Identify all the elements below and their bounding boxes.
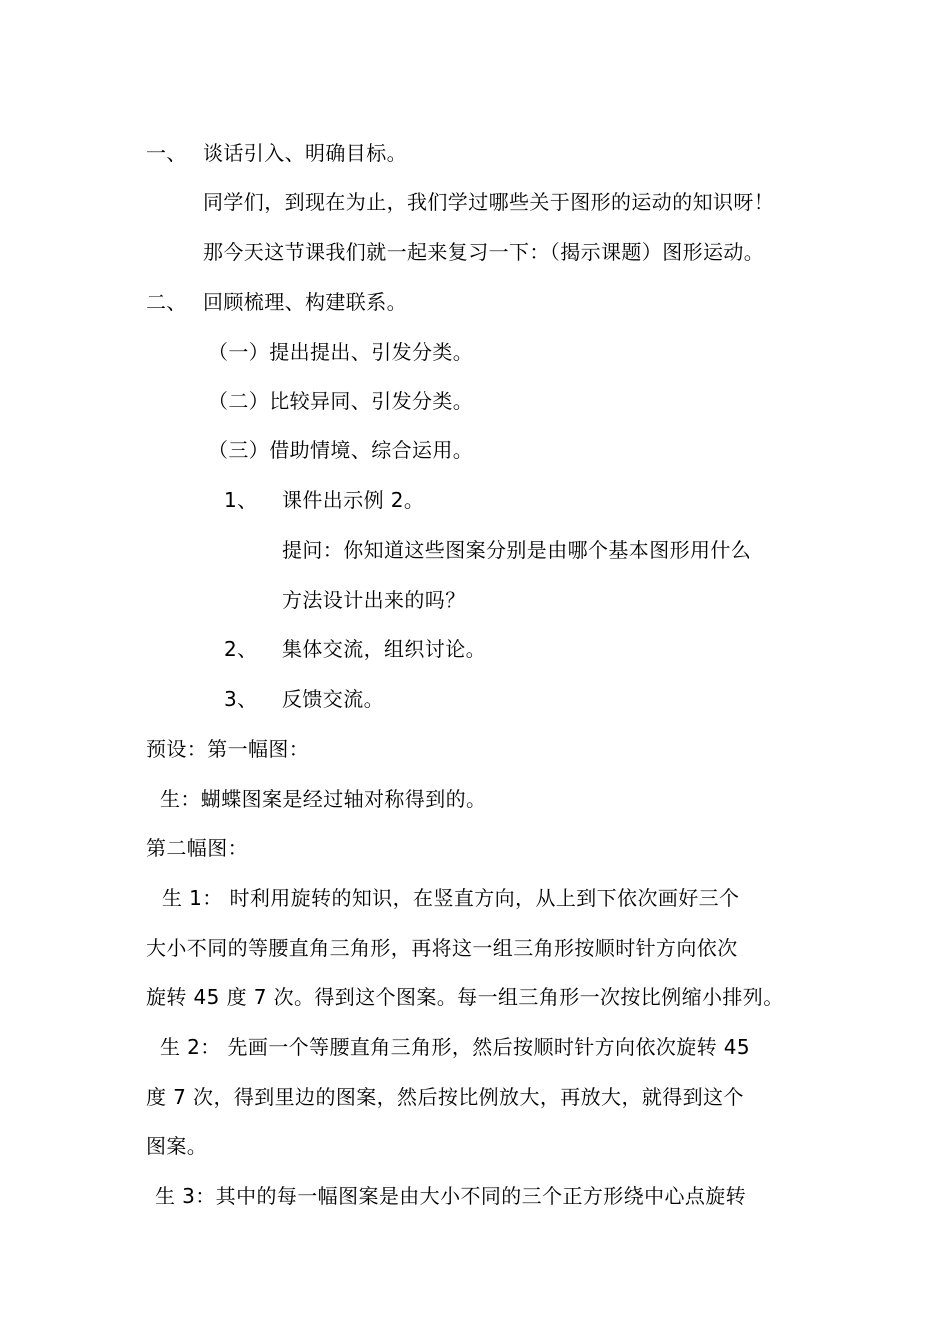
preset-label-2: 第二幅图：: [146, 836, 248, 860]
preset-answer-1: 生：蝴蝶图案是经过轴对称得到的。: [160, 787, 487, 811]
subsection-2: （二）比较异同、引发分类。: [208, 389, 474, 413]
item1-number: 1、: [224, 488, 258, 512]
item1-question-line-1: 提问：你知道这些图案分别是由哪个基本图形用什么: [282, 538, 752, 562]
item1-text: 课件出示例 2。: [282, 488, 425, 512]
item2-text: 集体交流，组织讨论。: [282, 637, 486, 661]
item2-number: 2、: [224, 637, 258, 661]
section1-heading: 谈话引入、明确目标。: [203, 141, 407, 165]
student2-line-3: 图案。: [146, 1134, 208, 1158]
section1-paragraph-1: 同学们，到现在为止，我们学过哪些关于图形的运动的知识呀！: [203, 190, 775, 214]
subsection-3: （三）借助情境、综合运用。: [208, 438, 474, 462]
section1-marker: 一、: [146, 141, 187, 165]
student1-line-3: 旋转 45 度 7 次。得到这个图案。每一组三角形一次按比例缩小排列。: [146, 985, 784, 1009]
student1-line-2: 大小不同的等腰直角三角形，再将这一组三角形按顺时针方向依次: [146, 936, 738, 960]
section1-paragraph-2: 那今天这节课我们就一起来复习一下：（揭示课题）图形运动。: [203, 240, 765, 264]
student3-line-1: 生 3：其中的每一幅图案是由大小不同的三个正方形绕中心点旋转: [155, 1184, 747, 1208]
section2-marker: 二、: [146, 290, 187, 314]
item3-text: 反馈交流。: [282, 687, 384, 711]
section2-heading: 回顾梳理、构建联系。: [203, 290, 407, 314]
student2-line-1: 生 2： 先画一个等腰直角三角形，然后按顺时针方向依次旋转 45: [160, 1035, 751, 1059]
subsection-1: （一）提出提出、引发分类。: [208, 340, 474, 364]
preset-label: 预设：第一幅图：: [146, 737, 310, 761]
item3-number: 3、: [224, 687, 258, 711]
item1-question-line-2: 方法设计出来的吗？: [282, 588, 466, 612]
student2-line-2: 度 7 次，得到里边的图案，然后按比例放大，再放大，就得到这个: [146, 1085, 744, 1109]
student1-line-1: 生 1： 时利用旋转的知识，在竖直方向，从上到下依次画好三个: [162, 886, 740, 910]
